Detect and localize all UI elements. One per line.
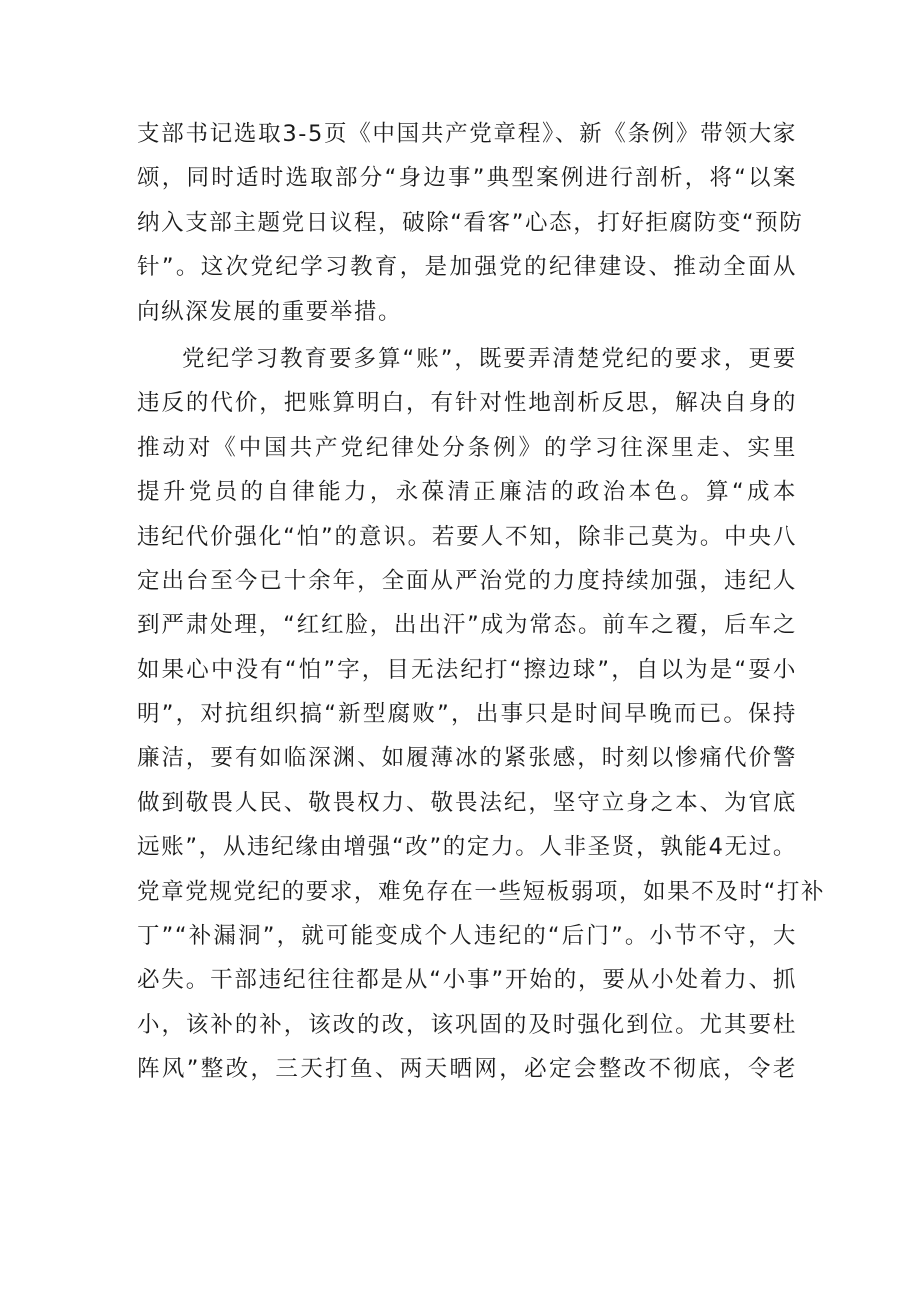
paragraph-line: 小，该补的补，该改的改，该巩固的及时强化到位。尤其要杜 [137,1011,797,1038]
document-body [137,112,826,1092]
paragraph-line: 必失。干部违纪往往都是从“小事”开始的，要从小处着力、抓 [137,967,797,994]
paragraph-line: 廉洁，要有如临深渊、如履薄冰的紧张感，时刻以惨痛代价警 [137,745,797,772]
paragraph-line: 到严肃处理，“红红脸，出出汗”成为常态。前车之覆，后车之 [137,612,797,639]
paragraph-line: 推动对《中国共产党纪律处分条例》的学习往深里走、实里 [137,434,797,461]
paragraph-line: 做到敬畏人民、敬畏权力、敬畏法纪，坚守立身之本、为官底 [137,789,797,816]
paragraph-2 [137,337,826,1092]
paragraph-line: 提升党员的自律能力，永葆清正廉洁的政治本色。算“成本 [137,479,797,506]
paragraph-line: 颂，同时适时选取部分“身边事”典型案例进行剖析，将“以案 [137,165,797,192]
paragraph-line: 远账”，从违纪缘由增强“改”的定力。人非圣贤，孰能4无过。 [137,834,797,861]
paragraph-line: 向纵深发展的重要举措。 [137,298,403,325]
paragraph-line: 定出台至今已十余年，全面从严治党的力度持续加强，违纪人 [137,567,797,594]
paragraph-line: 违纪代价强化“怕”的意识。若要人不知，除非己莫为。中央八 [137,523,797,550]
paragraph-line: 丁”“补漏洞”，就可能变成个人违纪的“后门”。小节不守，大 [137,923,797,950]
paragraph-1 [137,112,804,334]
paragraph-line: 针”。这次党纪学习教育，是加强党的纪律建设、推动全面从 [137,254,797,281]
paragraph-line: 违反的代价，把账算明白，有针对性地剖析反思，解决自身的 [137,390,797,417]
paragraph-line: 支部书记选取3-5页《中国共产党章程》、新《条例》带领大家 [137,121,797,147]
paragraph-line: 如果心中没有“怕”字，目无法纪打“擦边球”，自以为是“耍小 [137,656,797,683]
paragraph-line: 党章党规党纪的要求，难免存在一些短板弱项，如果不及时“打补 [137,878,826,905]
paragraph-line: 党纪学习教育要多算“账”，既要弄清楚党纪的要求，更要 [182,345,797,372]
paragraph-line: 纳入支部主题党日议程，破除“看客”心态，打好拒腐防变“预防 [137,209,804,236]
paragraph-line: 阵风”整改，三天打鱼、两天晒网，必定会整改不彻底，令老 [137,1056,797,1083]
paragraph-line: 明”，对抗组织搞“新型腐败”，出事只是时间早晚而已。保持 [137,701,797,728]
